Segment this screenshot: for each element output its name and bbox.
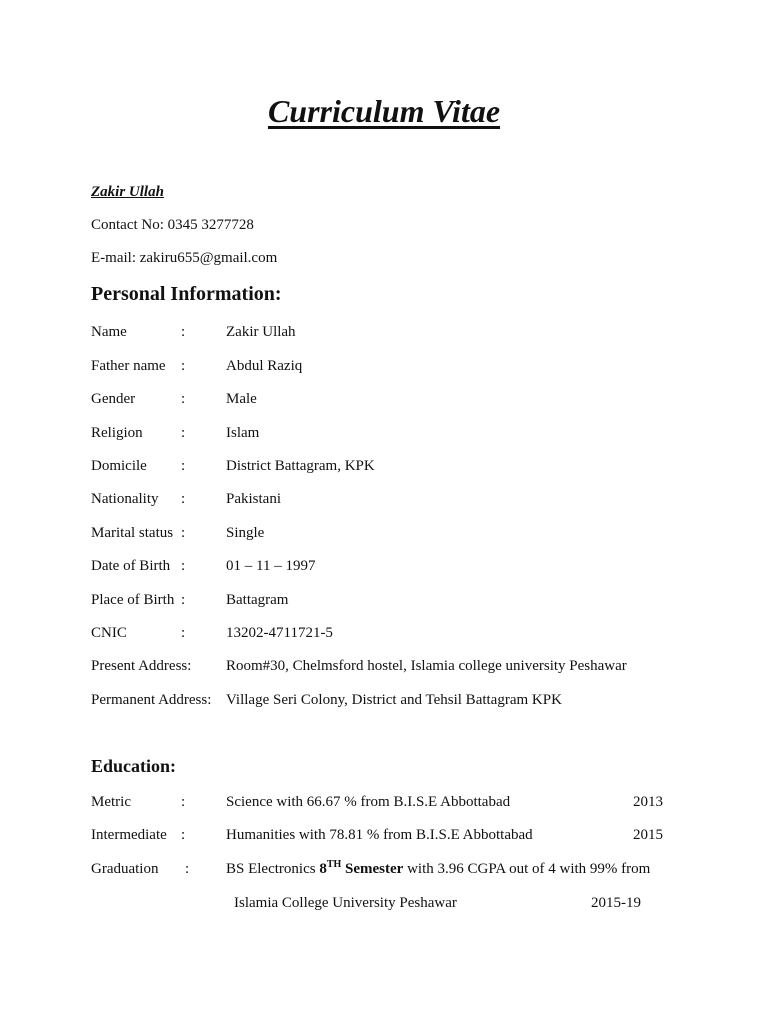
info-row-cnic — [0, 624, 768, 642]
info-colon: : — [181, 391, 186, 407]
education-detail: Humanities with 78.81 % from B.I.S.E Abbottabad — [226, 827, 533, 843]
info-label: Name — [91, 324, 127, 340]
info-value: Pakistani — [226, 491, 281, 507]
document-title: Curriculum Vitae — [267, 93, 501, 129]
info-row-father-name — [0, 357, 768, 375]
info-label: Gender — [91, 391, 136, 407]
info-value: Room#30, Chelmsford hostel, Islamia college university Peshawar — [226, 658, 627, 674]
education-row-metric — [0, 793, 768, 811]
info-label: Place of Birth — [91, 592, 175, 608]
info-row-present-address — [0, 657, 768, 675]
info-row-place-of-birth — [0, 591, 768, 609]
education-label: Graduation — [91, 861, 159, 877]
info-label: Permanent Address: — [91, 692, 212, 708]
personal-info-heading: Personal Information: — [91, 283, 282, 305]
education-row-graduation — [0, 860, 768, 878]
info-colon: : — [181, 625, 186, 641]
graduation-years: 2015-19 — [591, 895, 641, 911]
info-label: Domicile — [91, 458, 147, 474]
info-value: Single — [226, 525, 265, 541]
semester-word: Semester — [341, 861, 404, 877]
info-colon: : — [181, 358, 186, 374]
info-label: Religion — [91, 425, 143, 441]
semester-ordinal: TH — [326, 859, 342, 870]
info-row-gender — [0, 390, 768, 408]
education-label: Intermediate — [91, 827, 167, 843]
info-label: CNIC — [91, 625, 127, 641]
candidate-name: Zakir Ullah — [91, 184, 164, 200]
education-detail: Science with 66.67 % from B.I.S.E Abbottabad — [226, 794, 511, 810]
graduation-degree: BS Electronics — [226, 861, 320, 877]
info-row-domicile — [0, 457, 768, 475]
graduation-institution: Islamia College University Peshawar — [234, 895, 457, 911]
education-row-intermediate — [0, 826, 768, 844]
semester-number: 8 — [319, 861, 327, 877]
info-value: Zakir Ullah — [226, 324, 296, 340]
info-colon: : — [181, 525, 186, 541]
info-label: Nationality — [91, 491, 159, 507]
info-value: Abdul Raziq — [226, 358, 303, 374]
info-value: Village Seri Colony, District and Tehsil Battagram KPK — [226, 692, 562, 708]
info-row-marital-status — [0, 524, 768, 542]
info-row-date-of-birth — [0, 557, 768, 575]
info-row-religion — [0, 424, 768, 442]
education-detail — [226, 860, 650, 878]
info-row-permanent-address — [0, 691, 768, 709]
info-value: Male — [226, 391, 257, 407]
info-colon: : — [181, 458, 186, 474]
info-row-nationality — [0, 490, 768, 508]
education-heading: Education: — [91, 756, 177, 776]
info-value: Battagram — [226, 592, 289, 608]
info-value: Islam — [226, 425, 260, 441]
contact-number: Contact No: 0345 3277728 — [91, 217, 254, 233]
education-year: 2015 — [633, 827, 663, 843]
education-year: 2013 — [633, 794, 663, 810]
education-label: Metric — [91, 794, 131, 810]
education-colon: : — [185, 861, 190, 877]
info-colon: : — [181, 425, 186, 441]
email-address: E-mail: zakiru655@gmail.com — [91, 250, 278, 266]
info-label: Date of Birth — [91, 558, 171, 574]
info-colon: : — [181, 324, 186, 340]
education-colon: : — [181, 794, 186, 810]
info-value: 13202-4711721-5 — [226, 625, 333, 641]
education-row-graduation-continued — [0, 894, 768, 912]
info-colon: : — [181, 491, 186, 507]
info-label: Father name — [91, 358, 166, 374]
info-label: Marital status — [91, 525, 174, 541]
info-colon: : — [181, 592, 186, 608]
graduation-result: with 3.96 CGPA out of 4 with 99% from — [403, 861, 651, 877]
info-row-name — [0, 323, 768, 341]
info-label: Present Address: — [91, 658, 192, 674]
education-colon: : — [181, 827, 186, 843]
info-value: 01 – 11 – 1997 — [226, 558, 316, 574]
info-value: District Battagram, KPK — [226, 458, 375, 474]
graduation-semester — [319, 861, 403, 877]
info-colon: : — [181, 558, 186, 574]
